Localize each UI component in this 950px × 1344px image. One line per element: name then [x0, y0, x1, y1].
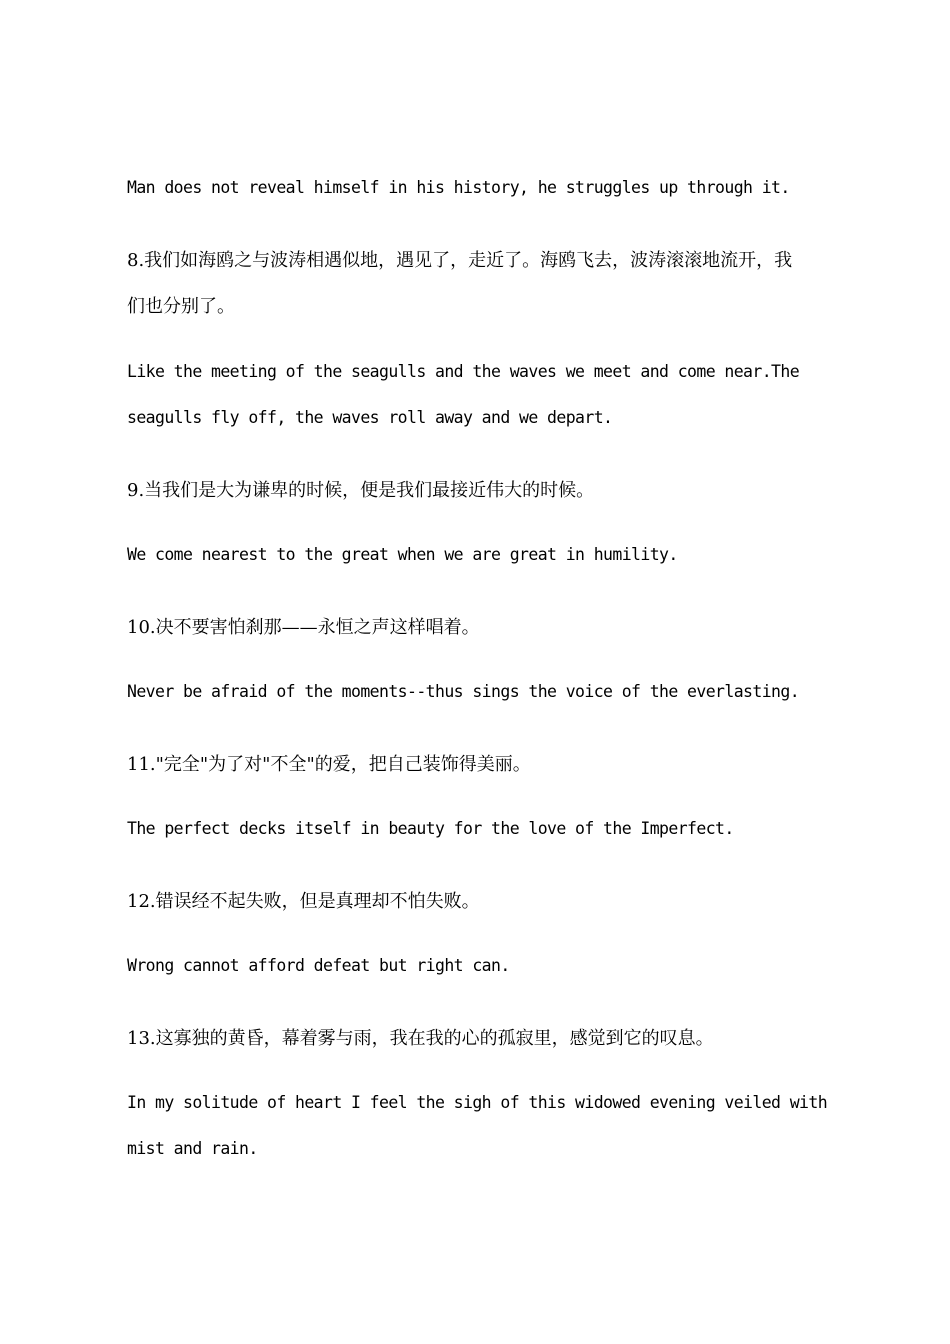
text-line-item-13-cn: 13.这寡独的黄昏，幕着雾与雨，我在我的心的孤寂里，感觉到它的叹息。: [127, 1028, 714, 1049]
text-line-man-history: Man does not reveal himself in his history, he struggles up through it.: [127, 178, 790, 197]
text-line-item-9-cn: 9.当我们是大为谦卑的时候，便是我们最接近伟大的时候。: [127, 480, 595, 501]
text-line-item-12-cn: 12.错误经不起失败，但是真理却不怕失败。: [127, 891, 480, 912]
text-line-item-13-en-1: In my solitude of heart I feel the sigh of this widowed evening veiled with: [127, 1093, 828, 1112]
text-line-item-11-en: The perfect decks itself in beauty for the love of the Imperfect.: [127, 819, 734, 838]
text-line-item-10-cn: 10.决不要害怕刹那——永恒之声这样唱着。: [127, 617, 480, 638]
text-line-item-12-en: Wrong cannot afford defeat but right can.: [127, 956, 510, 975]
text-line-item-8-en-2: seagulls fly off, the waves roll away and we depart.: [127, 408, 613, 427]
text-line-item-8-cn-2: 们也分别了。: [127, 296, 235, 317]
text-line-item-11-cn: 11."完全"为了对"不全"的爱，把自己装饰得美丽。: [127, 754, 531, 775]
text-line-item-8-en-1: Like the meeting of the seagulls and the waves we meet and come near.The: [127, 362, 800, 381]
text-line-item-9-en: We come nearest to the great when we are great in humility.: [127, 545, 678, 564]
text-line-item-8-cn-1: 8.我们如海鸥之与波涛相遇似地，遇见了，走近了。海鸥飞去，波涛滚滚地流开，我: [127, 250, 793, 271]
text-line-item-13-en-2: mist and rain.: [127, 1139, 258, 1158]
text-line-item-10-en: Never be afraid of the moments--thus sings the voice of the everlasting.: [127, 682, 800, 701]
